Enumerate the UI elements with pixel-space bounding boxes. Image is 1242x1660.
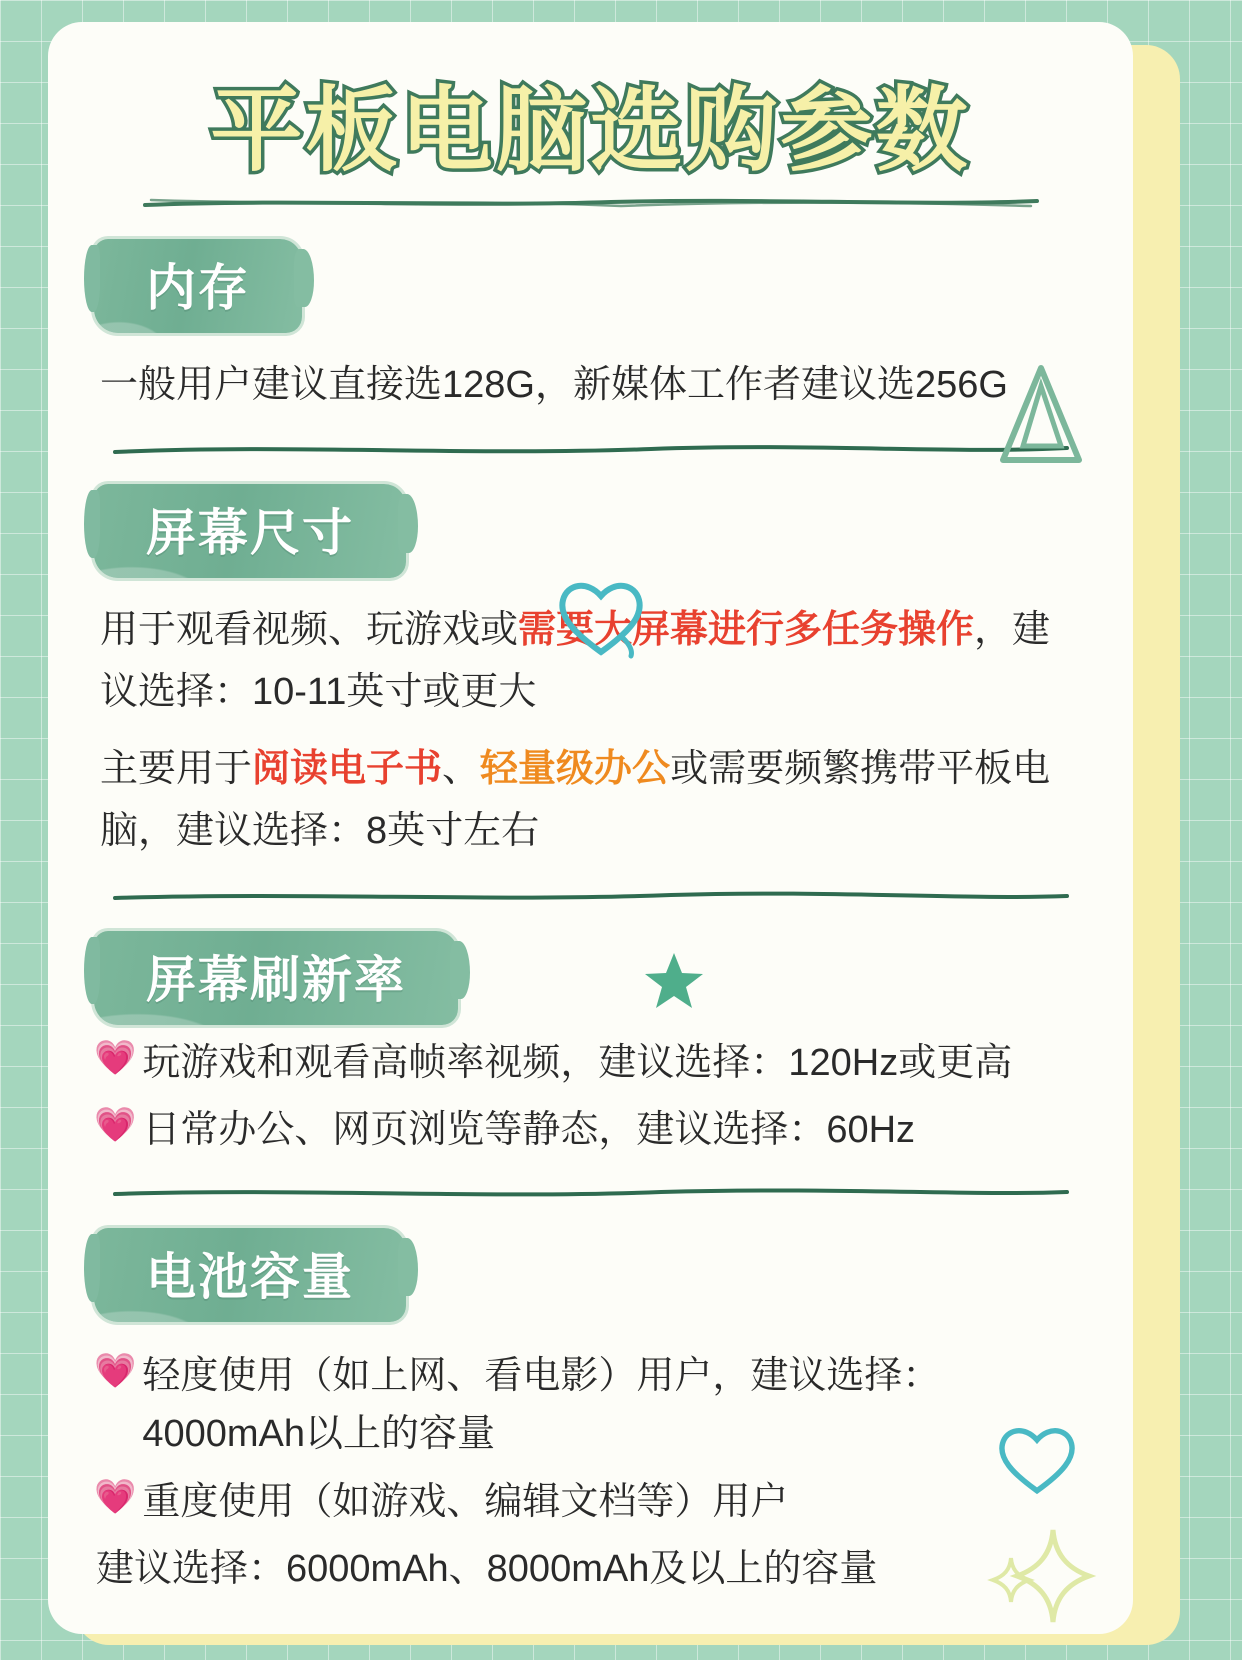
text-post: ，建议选择：10-11英寸或更大: [100, 609, 1051, 713]
text-highlight-red: 需要大屏幕进行多任务操作: [518, 609, 975, 652]
poster-card: [48, 22, 1133, 1634]
text-highlight-red: 阅读电子书: [252, 748, 443, 791]
text-highlight-orange: 轻量级办公: [480, 748, 671, 791]
list-item: [94, 1474, 1087, 1532]
divider-squiggle-icon: [111, 1186, 1071, 1202]
list-item-label: 重度使用（如游戏、编辑文档等）用户: [142, 1480, 789, 1523]
section-screen-size-heading: 屏幕尺寸: [94, 484, 406, 578]
section-screen-size-paragraph-1: [100, 600, 1081, 723]
heart-bullet-icon: 💗: [94, 1106, 137, 1145]
section-refresh-rate-heading: 屏幕刷新率: [94, 931, 458, 1025]
heart-bullet-icon: 💗: [94, 1352, 137, 1391]
text-post: 或需要频繁携带平板电脑，建议选择：8英寸左右: [100, 748, 1051, 852]
section-memory-heading-row: [94, 239, 1133, 333]
section-refresh-rate: [48, 931, 1133, 1203]
list-item-label: 轻度使用（如上网、看电影）用户，建议选择：4000mAh以上的容量: [142, 1355, 941, 1455]
title-block: [48, 78, 1133, 213]
section-battery-heading: 电池容量: [94, 1228, 406, 1322]
section-screen-size-paragraph-2: [100, 739, 1081, 862]
text-pre: 用于观看视频、玩游戏或: [100, 609, 519, 652]
section-memory-heading: 内存: [94, 239, 302, 333]
page-title: 平板电脑选购参数: [210, 77, 971, 184]
heart-bullet-icon: 💗: [94, 1038, 137, 1077]
list-item: [96, 1541, 1087, 1599]
list-item: [94, 1035, 1087, 1093]
section-screen-size-heading-row: [94, 484, 1133, 578]
divider-squiggle-icon: [111, 889, 1071, 905]
section-refresh-rate-heading-row: [94, 931, 1133, 1025]
list-item-label: 玩游戏和观看高帧率视频，建议选择：120Hz或更高: [142, 1041, 1013, 1084]
divider-squiggle-icon: [111, 442, 1071, 458]
title-underline-icon: [141, 198, 1041, 208]
section-memory-text: 一般用户建议直接选128G，新媒体工作者建议选256G: [100, 363, 1008, 406]
list-item-label: 日常办公、网页浏览等静态，建议选择：60Hz: [142, 1109, 916, 1152]
section-battery: [48, 1228, 1133, 1599]
text-mid: 、: [442, 748, 481, 791]
section-battery-heading-row: [94, 1228, 1133, 1322]
section-screen-size: [48, 484, 1133, 904]
heart-bullet-icon: 💗: [94, 1477, 137, 1516]
list-item: [94, 1348, 1087, 1464]
section-memory: [48, 239, 1133, 459]
list-item: [94, 1102, 1087, 1160]
list-item-label: 建议选择：6000mAh、8000mAh及以上的容量: [96, 1548, 878, 1591]
text-pre: 主要用于: [100, 748, 253, 791]
